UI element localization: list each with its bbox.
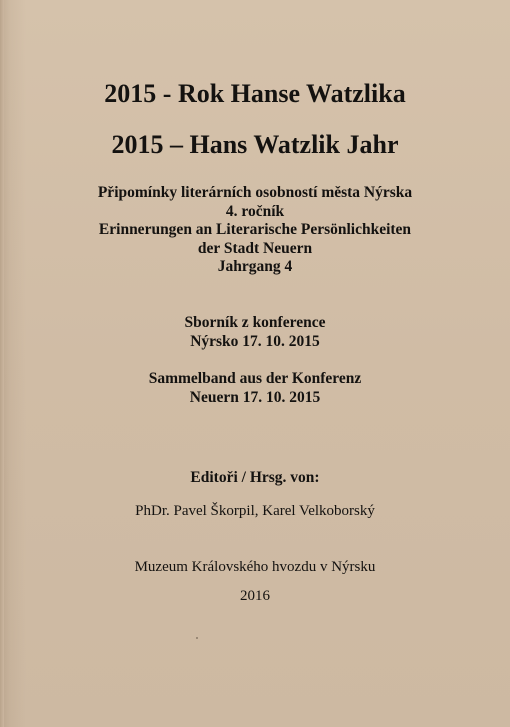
conference-german-line1: Sammelband aus der Konferenz (148, 370, 362, 387)
conference-german-line2: Neuern 17. 10. 2015 (189, 389, 321, 406)
editors-names: PhDr. Pavel Škorpil, Karel Velkoborský (135, 503, 375, 519)
publication-year: 2016 (240, 588, 270, 604)
conference-czech-line1: Sborník z konference (184, 314, 326, 331)
subtitle-line: 4. ročník (225, 202, 285, 220)
title-german: 2015 – Hans Watzlik Jahr (111, 130, 399, 159)
subtitle-line: Erinnerungen an Literarische Persönlichkeiten (98, 221, 412, 238)
paper-speck (196, 637, 198, 639)
conference-czech-line2: Nýrsko 17. 10. 2015 (190, 333, 320, 350)
publisher: Muzeum Královského hvozdu v Nýrsku (134, 559, 376, 575)
subtitle-line: der Stadt Neuern (197, 239, 313, 257)
series-subtitle (0, 184, 510, 277)
editors-label: Editoři / Hrsg. von: (190, 469, 320, 486)
conference-german (0, 369, 510, 407)
title-czech: 2015 - Rok Hanse Watzlika (104, 79, 406, 108)
subtitle-line: Jahrgang 4 (217, 258, 293, 275)
subtitle-line: Připomínky literárních osobností města Nýrska (97, 184, 413, 201)
conference-czech (0, 313, 510, 351)
